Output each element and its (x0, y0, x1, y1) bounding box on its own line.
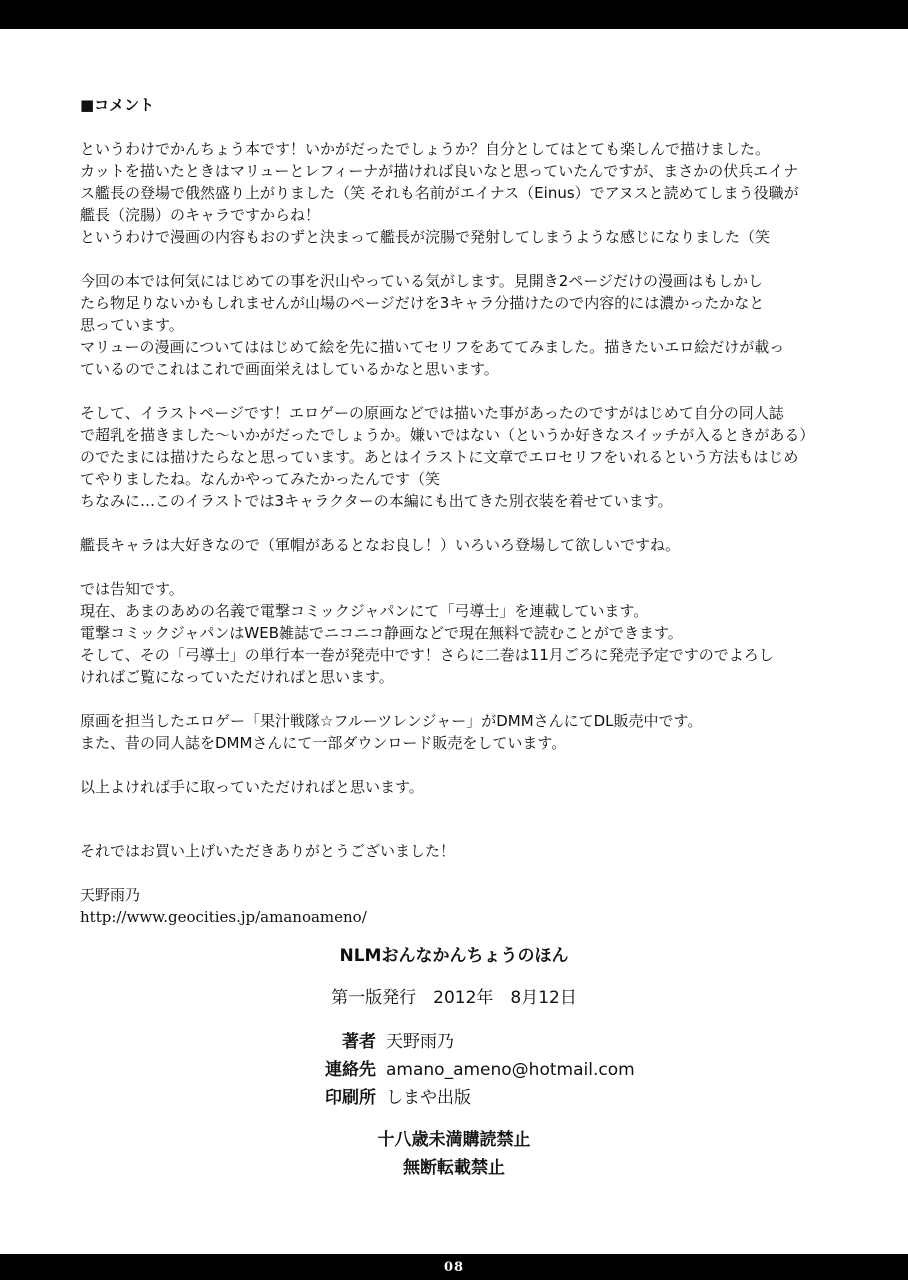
paragraph-intro (80, 138, 840, 248)
paragraph-closing (80, 776, 840, 798)
text-line: そして、イラストページです！エロゲーの原画などでは描いた事があったのですがはじめて自分の同人誌 (80, 404, 784, 422)
text-line: てやりましたね。なんかやってみたかったんです（笑 (80, 470, 441, 488)
top-black-bar (0, 0, 908, 29)
page-number: 08 (443, 1260, 465, 1275)
text-line: 今回の本では何気にはじめての事を沢山やっている気がします。見開き2ページだけの漫画はもしかし (80, 272, 764, 290)
text-line: たら物足りないかもしれませんが山場のページだけを3キャラ分描けたので内容的には濃かったかなと (80, 294, 765, 312)
text-line: 電撃コミックジャパンはWEB雑誌でニコニコ静画などで現在無料で読むことができます。 (80, 624, 683, 642)
text-line: ければご覧になっていただければと思います。 (80, 668, 394, 686)
text-line: また、昔の同人誌をDMMさんにて一部ダウンロード販売をしています。 (80, 734, 567, 752)
paragraph-captain (80, 534, 840, 556)
text-line: というわけでかんちょう本です！いかがだったでしょうか？自分としてはとても楽しんで描けました。 (80, 140, 771, 158)
text-line: ス艦長の登場で俄然盛り上がりました（笑 それも名前がエイナス（Einus）でアヌスと読めてしまう役職が (80, 184, 799, 202)
text-line: のでたまには描けたらなと思っています。あとはイラストに文章でエロセリフをいれるという方法もはじめ (80, 448, 799, 466)
credit-value: しまや出版 (386, 1088, 471, 1108)
credit-label: 連絡先 (325, 1060, 376, 1080)
text-line: 原画を担当したエロゲー「果汁戦隊☆フルーツレンジャー」がDMMさんにてDL販売中です。 (80, 712, 703, 730)
credit-printer (294, 1084, 614, 1112)
text-line: ちなみに…このイラストでは3キャラクターの本編にも出てきた別衣装を着せています。 (80, 492, 673, 510)
comment-section (80, 94, 840, 950)
credit-contact (294, 1056, 635, 1084)
paragraph-illustration (80, 402, 840, 512)
author-signature-block (80, 884, 840, 928)
thanks-text: それではお買い上げいただきありがとうございました！ (80, 842, 456, 860)
text-line: 以上よければ手に取っていただければと思います。 (80, 778, 424, 796)
credit-label: 著者 (342, 1032, 376, 1052)
edition-date: 第一版発行 2012年 8月12日 (331, 988, 577, 1008)
contact-email-link[interactable]: amano_ameno@hotmail.com (386, 1060, 635, 1080)
text-line: マリューの漫画についてははじめて絵を先に描いてセリフをあててみました。描きたいエロ絵だけが載っ (80, 338, 785, 356)
book-title: NLMおんなかんちょうのほん (339, 946, 569, 966)
text-line: そして、その「弓導士」の単行本一巻が発売中です！さらに二巻は11月ごろに発売予定ですのでよろし (80, 646, 774, 664)
paragraph-dmm (80, 710, 840, 754)
credit-label: 印刷所 (325, 1088, 376, 1108)
author-signature: 天野雨乃 (80, 886, 141, 904)
text-line: 現在、あまのあめの名義で電撃コミックジャパンにて「弓導士」を連載しています。 (80, 602, 649, 620)
text-line: ているのでこれはこれで画面栄えはしているかなと思います。 (80, 360, 499, 378)
credit-value: 天野雨乃 (386, 1032, 454, 1052)
colophon (0, 942, 908, 1182)
age-restriction-notice: 十八歳未満購読禁止 (377, 1130, 531, 1150)
author-url-link[interactable]: http://www.geocities.jp/amanoameno/ (80, 908, 367, 926)
text-line: 思っています。 (80, 316, 184, 334)
paragraph-firsts (80, 270, 840, 380)
text-line: 艦長キャラは大好きなので（軍帽があるとなお良し！）いろいろ登場して欲しいですね。 (80, 536, 681, 554)
paragraph-announcement (80, 578, 840, 688)
credit-author (294, 1028, 614, 1056)
section-title: ■コメント (80, 96, 155, 114)
reproduction-notice: 無断転載禁止 (403, 1158, 505, 1178)
text-line: カットを描いたときはマリューとレフィーナが描ければ良いなと思っていたんですが、まさかの伏兵エイナ (80, 162, 799, 180)
text-line: というわけで漫画の内容もおのずと決まって艦長が浣腸で発射してしまうような感じになりました（笑 (80, 228, 771, 246)
text-line: では告知です。 (80, 580, 184, 598)
text-line: 艦長（浣腸）のキャラですからね！ (80, 206, 321, 224)
text-line: で超乳を描きました～いかがだったでしょうか。嫌いではない（というか好きなスイッチが入るときがある） (80, 426, 815, 444)
notice-block (0, 1126, 908, 1182)
